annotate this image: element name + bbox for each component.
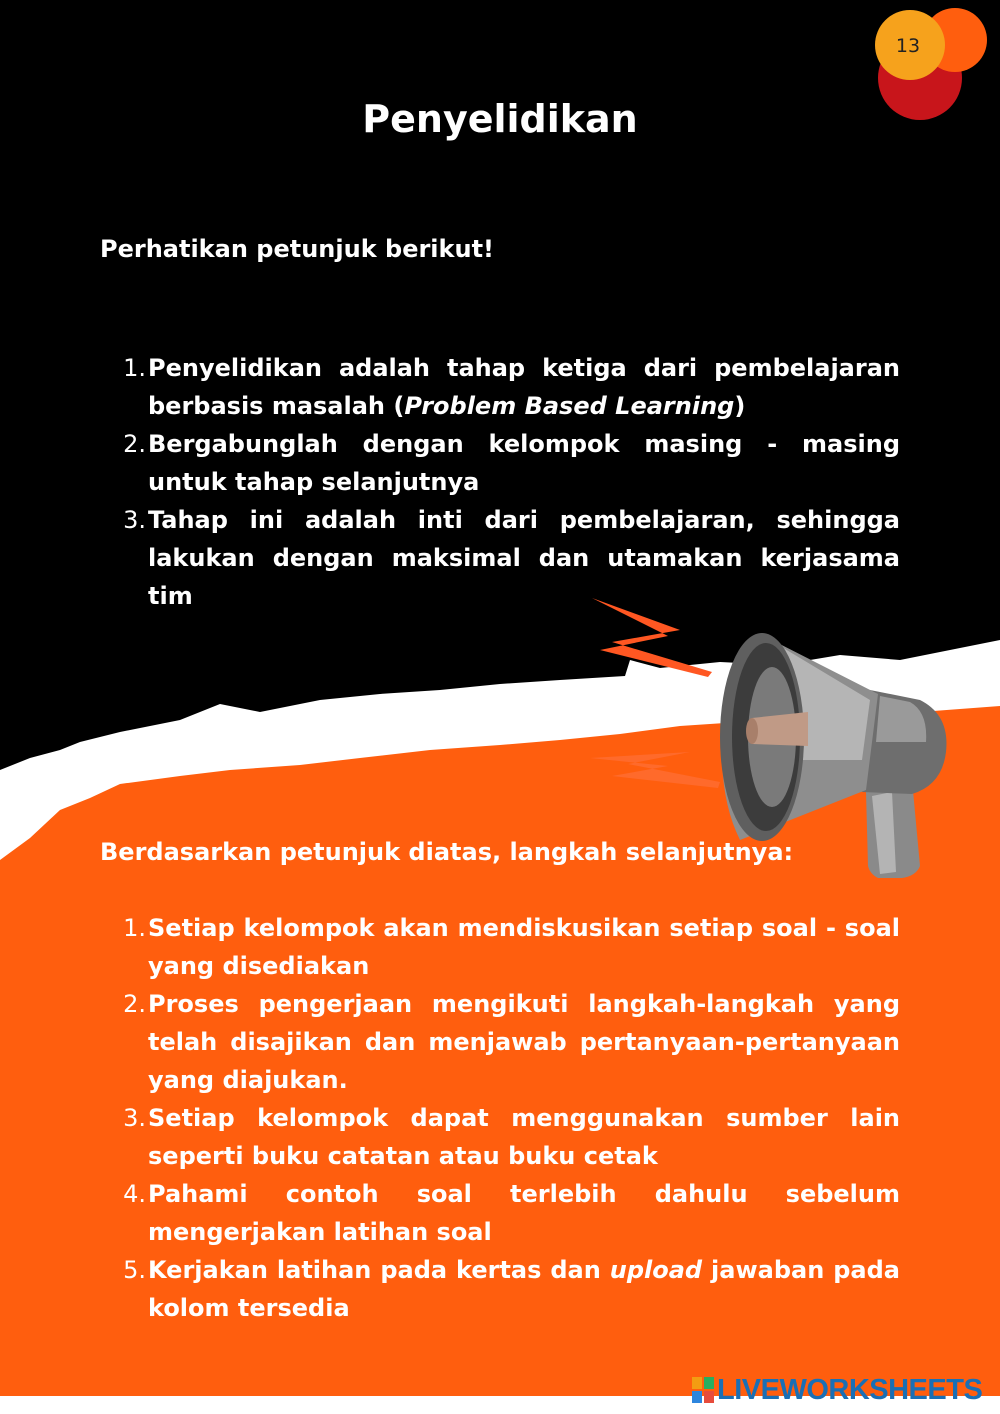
- list-item-number: 4.: [123, 1180, 146, 1208]
- list-item: [100, 1251, 900, 1327]
- liveworksheets-text: LIVEWORKSHEETS: [717, 1373, 983, 1406]
- list-item-text-segment: Proses pengerjaan mengikuti langkah-langkah yang telah disajikan dan menjawab pertanyaan-pertanyaan yang diajukan.: [148, 990, 900, 1094]
- page-number: 13: [895, 35, 921, 57]
- list-item-text-segment: ): [734, 392, 746, 420]
- list-item-text-segment: Tahap ini adalah inti dari pembelajaran, sehingga lakukan dengan maksimal dan utamakan kerjasama tim: [148, 506, 900, 610]
- list-item: [100, 985, 900, 1099]
- list-item: [100, 1099, 900, 1175]
- list-item-number: 2.: [123, 430, 146, 458]
- list-item: [100, 1175, 900, 1251]
- list-item-text: [148, 501, 900, 615]
- instruction-list: [100, 349, 900, 615]
- list-item-number: 1.: [123, 354, 146, 382]
- list-item-text: [148, 1251, 900, 1327]
- list-item-text: [148, 1099, 900, 1175]
- list-item-number: 5.: [123, 1256, 146, 1284]
- next-steps-heading: Berdasarkan petunjuk diatas, langkah selanjutnya:: [100, 838, 794, 866]
- list-item: [100, 501, 900, 615]
- liveworksheets-logo-icon: [692, 1377, 714, 1403]
- list-item-italic-text: Problem Based Learning: [404, 392, 735, 420]
- list-item-text: [148, 985, 900, 1099]
- list-item-text-segment: Pahami contoh soal terlebih dahulu sebelum mengerjakan latihan soal: [148, 1180, 900, 1246]
- list-item-text: [148, 909, 900, 985]
- liveworksheets-watermark[interactable]: [692, 1373, 982, 1407]
- next-steps-list: [100, 909, 900, 1327]
- list-item-text-segment: Setiap kelompok akan mendiskusikan setiap soal - soal yang disediakan: [148, 914, 900, 980]
- list-item: [100, 349, 900, 425]
- list-item-text: [148, 349, 900, 425]
- list-item-number: 3.: [123, 1104, 146, 1132]
- list-item-text-segment: Bergabunglah dengan kelompok masing - masing untuk tahap selanjutnya: [148, 430, 900, 496]
- list-item-text-segment: Kerjakan latihan pada kertas dan: [148, 1256, 610, 1284]
- list-item-text-segment: Setiap kelompok dapat menggunakan sumber lain seperti buku catatan atau buku cetak: [148, 1104, 900, 1170]
- list-item: [100, 425, 900, 501]
- list-item-text-segment: Penyelidikan adalah tahap ketiga dari pembelajaran berbasis masalah (: [148, 354, 900, 420]
- list-item-number: 1.: [123, 914, 146, 942]
- list-item-text: [148, 1175, 900, 1251]
- list-item-number: 2.: [123, 990, 146, 1018]
- list-item-italic-text: upload: [609, 1256, 703, 1284]
- list-item: [100, 909, 900, 985]
- instruction-heading: Perhatikan petunjuk berikut!: [100, 235, 494, 263]
- list-item-text-segment: jawaban pada kolom tersedia: [148, 1256, 900, 1322]
- list-item-number: 3.: [123, 506, 146, 534]
- list-item-text: [148, 425, 900, 501]
- page-title: Penyelidikan: [362, 97, 638, 141]
